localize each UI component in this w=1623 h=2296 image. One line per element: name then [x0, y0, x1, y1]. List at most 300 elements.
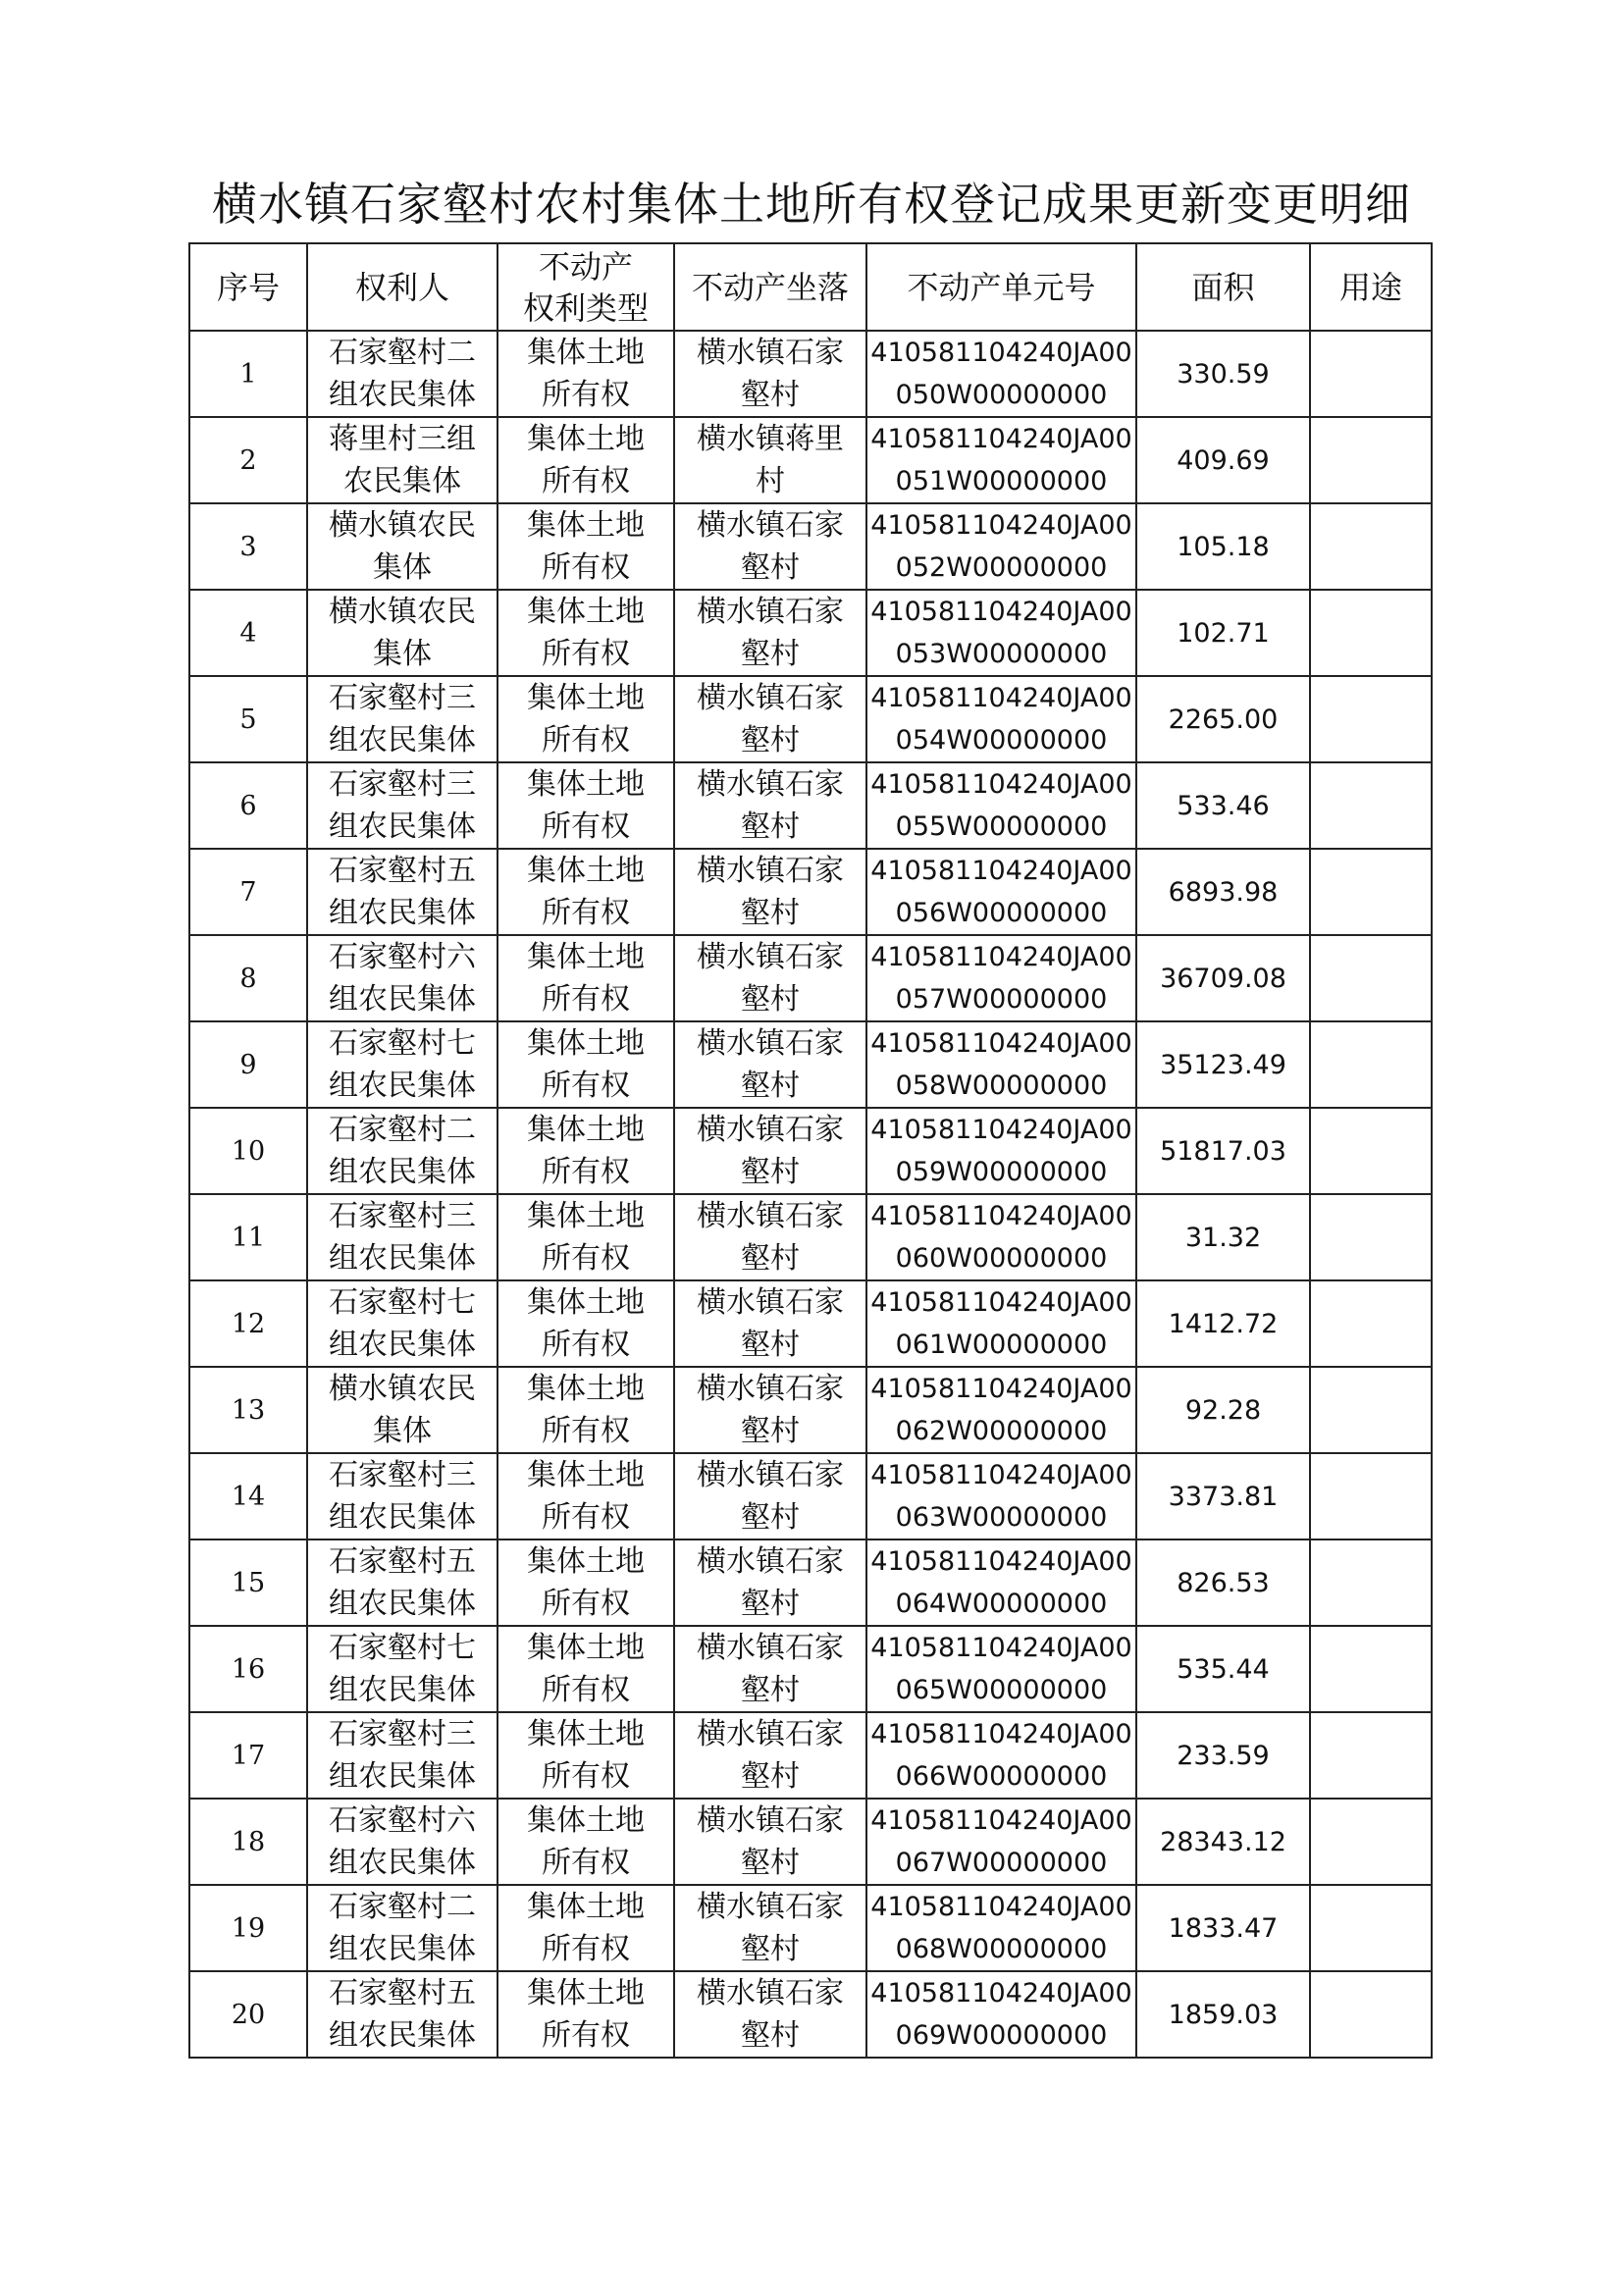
cell-unit-no — [866, 1367, 1136, 1453]
cell-right-type — [497, 1799, 674, 1885]
cell-unit-no-line1: 410581104240JA00 — [870, 1287, 1132, 1318]
cell-location-line2: 壑村 — [741, 1846, 800, 1880]
cell-unit-no-line1: 410581104240JA00 — [870, 1892, 1132, 1922]
cell-unit-no-line2: 063W00000000 — [895, 1502, 1108, 1533]
cell-unit-no-line1: 410581104240JA00 — [870, 1374, 1132, 1404]
cell-seq: 7 — [189, 849, 307, 935]
cell-area: 105.18 — [1136, 503, 1310, 590]
cell-owner-line1: 石家壑村二 — [329, 1890, 476, 1924]
cell-owner-line1: 石家壑村三 — [329, 681, 476, 715]
cell-right-type-line1: 集体土地 — [527, 1544, 645, 1579]
page-title: 横水镇石家壑村农村集体土地所有权登记成果更新变更明细 — [212, 178, 1411, 231]
cell-right-type — [497, 1712, 674, 1799]
cell-right-type-line1: 集体土地 — [527, 1372, 645, 1406]
cell-location-line2: 壑村 — [741, 1500, 800, 1535]
cell-owner — [307, 762, 497, 849]
cell-location-line2: 壑村 — [741, 1673, 800, 1707]
cell-owner-line2: 组农民集体 — [329, 1846, 476, 1880]
cell-right-type-line1: 集体土地 — [527, 1199, 645, 1233]
cell-location-line1: 横水镇石家 — [697, 595, 844, 629]
cell-unit-no — [866, 1799, 1136, 1885]
cell-right-type-line1: 集体土地 — [527, 854, 645, 888]
cell-owner — [307, 417, 497, 503]
cell-right-type-line1: 集体土地 — [527, 1976, 645, 2010]
cell-location — [674, 1626, 866, 1712]
cell-location-line2: 村 — [756, 464, 785, 498]
cell-location-line2: 壑村 — [741, 1414, 800, 1448]
cell-location-line2: 壑村 — [741, 550, 800, 585]
cell-unit-no-line2: 053W00000000 — [895, 639, 1108, 669]
cell-owner-line2: 组农民集体 — [329, 896, 476, 930]
cell-owner-line2: 组农民集体 — [329, 723, 476, 757]
cell-location-line2: 壑村 — [741, 1587, 800, 1621]
cell-unit-no-line2: 067W00000000 — [895, 1848, 1108, 1878]
cell-right-type-line1: 集体土地 — [527, 1890, 645, 1924]
cell-owner-line1: 石家壑村五 — [329, 1544, 476, 1579]
cell-location-line1: 横水镇石家 — [697, 1113, 844, 1147]
cell-seq: 16 — [189, 1626, 307, 1712]
cell-owner-line2: 组农民集体 — [329, 2018, 476, 2053]
cell-location — [674, 676, 866, 762]
cell-usage — [1310, 1539, 1432, 1626]
cell-location — [674, 1021, 866, 1108]
cell-owner — [307, 590, 497, 676]
cell-seq: 2 — [189, 417, 307, 503]
cell-area: 233.59 — [1136, 1712, 1310, 1799]
cell-location — [674, 590, 866, 676]
cell-owner — [307, 1108, 497, 1194]
cell-unit-no-line1: 410581104240JA00 — [870, 1546, 1132, 1577]
cell-usage — [1310, 1712, 1432, 1799]
cell-right-type-line2: 所有权 — [542, 896, 630, 930]
cell-usage — [1310, 1194, 1432, 1280]
cell-seq: 10 — [189, 1108, 307, 1194]
cell-unit-no-line2: 059W00000000 — [895, 1157, 1108, 1187]
cell-usage — [1310, 676, 1432, 762]
cell-owner — [307, 1021, 497, 1108]
cell-right-type-line1: 集体土地 — [527, 595, 645, 629]
cell-right-type — [497, 1453, 674, 1539]
cell-right-type-line2: 所有权 — [542, 1328, 630, 1362]
table-row — [189, 417, 1432, 503]
cell-right-type-line2: 所有权 — [542, 1587, 630, 1621]
cell-usage — [1310, 1626, 1432, 1712]
cell-owner-line2: 农民集体 — [343, 464, 461, 498]
cell-seq: 18 — [189, 1799, 307, 1885]
cell-owner-line2: 组农民集体 — [329, 1673, 476, 1707]
cell-location-line2: 壑村 — [741, 1759, 800, 1794]
cell-seq: 14 — [189, 1453, 307, 1539]
cell-usage — [1310, 1021, 1432, 1108]
cell-right-type-line2: 所有权 — [542, 1932, 630, 1966]
cell-location-line1: 横水镇石家 — [697, 1717, 844, 1751]
cell-right-type — [497, 849, 674, 935]
cell-owner-line1: 石家壑村二 — [329, 336, 476, 370]
cell-owner-line2: 集体 — [373, 637, 432, 671]
header-right-type-line2: 权利类型 — [522, 288, 649, 327]
cell-usage — [1310, 417, 1432, 503]
cell-unit-no-line2: 061W00000000 — [895, 1330, 1108, 1360]
cell-area: 31.32 — [1136, 1194, 1310, 1280]
cell-owner-line1: 横水镇农民 — [329, 1372, 476, 1406]
cell-owner — [307, 1799, 497, 1885]
cell-owner — [307, 676, 497, 762]
header-location: 不动产坐落 — [674, 243, 866, 331]
table-row — [189, 1971, 1432, 2058]
cell-seq: 19 — [189, 1885, 307, 1971]
cell-right-type — [497, 1194, 674, 1280]
cell-location-line2: 壑村 — [741, 1328, 800, 1362]
cell-location-line1: 横水镇石家 — [697, 1372, 844, 1406]
cell-location-line2: 壑村 — [741, 1155, 800, 1189]
cell-right-type-line1: 集体土地 — [527, 767, 645, 802]
cell-unit-no-line1: 410581104240JA00 — [870, 510, 1132, 541]
cell-owner-line1: 石家壑村三 — [329, 1717, 476, 1751]
cell-unit-no — [866, 1971, 1136, 2058]
cell-right-type-line1: 集体土地 — [527, 940, 645, 974]
cell-owner — [307, 1453, 497, 1539]
cell-seq: 1 — [189, 331, 307, 417]
cell-seq: 3 — [189, 503, 307, 590]
cell-location — [674, 762, 866, 849]
cell-location — [674, 417, 866, 503]
cell-unit-no — [866, 1885, 1136, 1971]
table-row — [189, 331, 1432, 417]
cell-area: 102.71 — [1136, 590, 1310, 676]
cell-unit-no-line1: 410581104240JA00 — [870, 856, 1132, 886]
cell-unit-no-line2: 058W00000000 — [895, 1070, 1108, 1101]
cell-location-line2: 壑村 — [741, 378, 800, 412]
cell-right-type-line2: 所有权 — [542, 1414, 630, 1448]
cell-unit-no-line1: 410581104240JA00 — [870, 1460, 1132, 1490]
cell-usage — [1310, 762, 1432, 849]
cell-seq: 12 — [189, 1280, 307, 1367]
cell-right-type — [497, 762, 674, 849]
cell-unit-no-line2: 060W00000000 — [895, 1243, 1108, 1274]
cell-seq: 15 — [189, 1539, 307, 1626]
cell-right-type-line2: 所有权 — [542, 550, 630, 585]
cell-location — [674, 1194, 866, 1280]
cell-usage — [1310, 331, 1432, 417]
table-row — [189, 1626, 1432, 1712]
table-row — [189, 1021, 1432, 1108]
table-row — [189, 935, 1432, 1021]
header-right-type — [497, 243, 674, 331]
cell-unit-no-line1: 410581104240JA00 — [870, 1978, 1132, 2009]
cell-unit-no-line2: 065W00000000 — [895, 1675, 1108, 1705]
cell-location — [674, 935, 866, 1021]
cell-unit-no-line1: 410581104240JA00 — [870, 1201, 1132, 1231]
cell-location-line1: 横水镇石家 — [697, 1631, 844, 1665]
cell-unit-no-line2: 056W00000000 — [895, 898, 1108, 928]
cell-unit-no-line1: 410581104240JA00 — [870, 683, 1132, 713]
cell-owner-line2: 集体 — [373, 1414, 432, 1448]
cell-unit-no — [866, 935, 1136, 1021]
cell-unit-no-line2: 055W00000000 — [895, 811, 1108, 842]
cell-right-type-line1: 集体土地 — [527, 1026, 645, 1061]
cell-location-line2: 壑村 — [741, 2018, 800, 2053]
cell-area: 409.69 — [1136, 417, 1310, 503]
cell-owner-line1: 石家壑村五 — [329, 1976, 476, 2010]
cell-owner-line1: 石家壑村七 — [329, 1285, 476, 1320]
cell-right-type-line1: 集体土地 — [527, 1803, 645, 1838]
cell-right-type — [497, 1280, 674, 1367]
cell-usage — [1310, 1108, 1432, 1194]
cell-unit-no-line2: 057W00000000 — [895, 984, 1108, 1015]
cell-location-line1: 横水镇石家 — [697, 336, 844, 370]
cell-right-type-line1: 集体土地 — [527, 1285, 645, 1320]
cell-owner-line2: 组农民集体 — [329, 809, 476, 844]
cell-location-line1: 横水镇蒋里 — [697, 422, 844, 456]
cell-location-line2: 壑村 — [741, 809, 800, 844]
cell-right-type — [497, 1626, 674, 1712]
cell-unit-no-line1: 410581104240JA00 — [870, 1028, 1132, 1059]
cell-owner-line1: 石家壑村五 — [329, 854, 476, 888]
cell-usage — [1310, 1971, 1432, 2058]
cell-location-line1: 横水镇石家 — [697, 1458, 844, 1492]
cell-area: 36709.08 — [1136, 935, 1310, 1021]
cell-owner — [307, 849, 497, 935]
cell-right-type — [497, 935, 674, 1021]
cell-owner-line2: 组农民集体 — [329, 378, 476, 412]
header-usage: 用途 — [1310, 243, 1432, 331]
cell-owner-line1: 石家壑村七 — [329, 1631, 476, 1665]
cell-location — [674, 1367, 866, 1453]
cell-location-line1: 横水镇石家 — [697, 1803, 844, 1838]
cell-area: 533.46 — [1136, 762, 1310, 849]
cell-unit-no — [866, 1539, 1136, 1626]
cell-location — [674, 1799, 866, 1885]
cell-location — [674, 1885, 866, 1971]
cell-usage — [1310, 1367, 1432, 1453]
cell-owner — [307, 935, 497, 1021]
cell-seq: 8 — [189, 935, 307, 1021]
cell-owner-line2: 集体 — [373, 550, 432, 585]
cell-owner-line2: 组农民集体 — [329, 1155, 476, 1189]
cell-location-line1: 横水镇石家 — [697, 940, 844, 974]
table-row — [189, 1712, 1432, 1799]
cell-location-line1: 横水镇石家 — [697, 681, 844, 715]
cell-unit-no — [866, 1280, 1136, 1367]
cell-unit-no — [866, 676, 1136, 762]
cell-unit-no-line2: 068W00000000 — [895, 1934, 1108, 1964]
cell-owner — [307, 1539, 497, 1626]
cell-right-type — [497, 1367, 674, 1453]
cell-location — [674, 1712, 866, 1799]
cell-right-type — [497, 1108, 674, 1194]
cell-right-type-line1: 集体土地 — [527, 422, 645, 456]
cell-unit-no — [866, 1712, 1136, 1799]
cell-owner-line2: 组农民集体 — [329, 982, 476, 1017]
cell-unit-no — [866, 331, 1136, 417]
cell-unit-no — [866, 417, 1136, 503]
cell-owner-line1: 蒋里村三组 — [329, 422, 476, 456]
cell-area: 535.44 — [1136, 1626, 1310, 1712]
cell-right-type-line1: 集体土地 — [527, 1631, 645, 1665]
cell-unit-no-line2: 052W00000000 — [895, 552, 1108, 583]
cell-right-type — [497, 1971, 674, 2058]
cell-location-line2: 壑村 — [741, 982, 800, 1017]
cell-location — [674, 331, 866, 417]
cell-unit-no-line2: 062W00000000 — [895, 1416, 1108, 1446]
cell-right-type-line2: 所有权 — [542, 1846, 630, 1880]
cell-seq: 17 — [189, 1712, 307, 1799]
cell-area: 330.59 — [1136, 331, 1310, 417]
cell-location — [674, 1539, 866, 1626]
cell-owner — [307, 1194, 497, 1280]
table-row — [189, 762, 1432, 849]
table-row — [189, 1453, 1432, 1539]
cell-unit-no — [866, 1626, 1136, 1712]
cell-unit-no-line2: 064W00000000 — [895, 1589, 1108, 1619]
cell-area: 35123.49 — [1136, 1021, 1310, 1108]
cell-right-type-line1: 集体土地 — [527, 1717, 645, 1751]
cell-location-line1: 横水镇石家 — [697, 508, 844, 543]
header-owner: 权利人 — [307, 243, 497, 331]
cell-area: 1859.03 — [1136, 1971, 1310, 2058]
cell-location-line1: 横水镇石家 — [697, 1285, 844, 1320]
table-row — [189, 1194, 1432, 1280]
cell-owner — [307, 503, 497, 590]
cell-unit-no-line1: 410581104240JA00 — [870, 942, 1132, 972]
cell-right-type-line1: 集体土地 — [527, 336, 645, 370]
cell-right-type — [497, 676, 674, 762]
cell-unit-no-line2: 069W00000000 — [895, 2020, 1108, 2051]
cell-right-type — [497, 1885, 674, 1971]
cell-location-line1: 横水镇石家 — [697, 1026, 844, 1061]
cell-owner-line1: 石家壑村三 — [329, 1458, 476, 1492]
cell-area: 92.28 — [1136, 1367, 1310, 1453]
cell-right-type — [497, 331, 674, 417]
cell-unit-no — [866, 1108, 1136, 1194]
cell-unit-no — [866, 762, 1136, 849]
cell-unit-no-line1: 410581104240JA00 — [870, 1633, 1132, 1663]
cell-owner — [307, 1626, 497, 1712]
cell-seq: 5 — [189, 676, 307, 762]
table-row — [189, 503, 1432, 590]
cell-location-line1: 横水镇石家 — [697, 767, 844, 802]
cell-right-type — [497, 1021, 674, 1108]
cell-location-line2: 壑村 — [741, 896, 800, 930]
cell-usage — [1310, 1799, 1432, 1885]
cell-area: 6893.98 — [1136, 849, 1310, 935]
cell-location-line1: 横水镇石家 — [697, 1976, 844, 2010]
registration-table — [188, 242, 1433, 2059]
cell-seq: 6 — [189, 762, 307, 849]
cell-usage — [1310, 1453, 1432, 1539]
cell-location — [674, 1280, 866, 1367]
cell-right-type-line2: 所有权 — [542, 723, 630, 757]
cell-usage — [1310, 935, 1432, 1021]
cell-location — [674, 1453, 866, 1539]
cell-location — [674, 1108, 866, 1194]
cell-location-line2: 壑村 — [741, 1241, 800, 1276]
cell-owner — [307, 331, 497, 417]
cell-location — [674, 849, 866, 935]
cell-right-type — [497, 417, 674, 503]
cell-usage — [1310, 1280, 1432, 1367]
cell-area: 1833.47 — [1136, 1885, 1310, 1971]
cell-location-line2: 壑村 — [741, 1932, 800, 1966]
cell-right-type-line2: 所有权 — [542, 1673, 630, 1707]
cell-owner-line2: 组农民集体 — [329, 1500, 476, 1535]
cell-unit-no-line1: 410581104240JA00 — [870, 424, 1132, 454]
cell-area: 3373.81 — [1136, 1453, 1310, 1539]
cell-owner-line2: 组农民集体 — [329, 1759, 476, 1794]
cell-unit-no-line1: 410581104240JA00 — [870, 1805, 1132, 1836]
cell-unit-no-line1: 410581104240JA00 — [870, 769, 1132, 800]
cell-owner-line1: 石家壑村六 — [329, 940, 476, 974]
cell-seq: 4 — [189, 590, 307, 676]
cell-right-type-line2: 所有权 — [542, 1500, 630, 1535]
cell-location-line1: 横水镇石家 — [697, 1544, 844, 1579]
cell-seq: 20 — [189, 1971, 307, 2058]
table-row — [189, 1885, 1432, 1971]
cell-seq: 13 — [189, 1367, 307, 1453]
cell-area: 1412.72 — [1136, 1280, 1310, 1367]
cell-unit-no — [866, 1194, 1136, 1280]
cell-owner-line2: 组农民集体 — [329, 1241, 476, 1276]
table-row — [189, 1367, 1432, 1453]
cell-location — [674, 1971, 866, 2058]
cell-unit-no — [866, 590, 1136, 676]
header-unit-no: 不动产单元号 — [866, 243, 1136, 331]
cell-unit-no-line1: 410581104240JA00 — [870, 1115, 1132, 1145]
cell-owner-line1: 石家壑村七 — [329, 1026, 476, 1061]
table-row — [189, 1799, 1432, 1885]
table-row — [189, 849, 1432, 935]
cell-unit-no-line2: 051W00000000 — [895, 466, 1108, 496]
cell-unit-no-line1: 410581104240JA00 — [870, 597, 1132, 627]
cell-location-line1: 横水镇石家 — [697, 1890, 844, 1924]
cell-owner-line2: 组农民集体 — [329, 1587, 476, 1621]
cell-right-type-line2: 所有权 — [542, 809, 630, 844]
header-right-type-line1: 不动产 — [538, 247, 633, 286]
cell-owner — [307, 1885, 497, 1971]
cell-unit-no — [866, 1453, 1136, 1539]
cell-right-type-line1: 集体土地 — [527, 1458, 645, 1492]
cell-right-type — [497, 1539, 674, 1626]
cell-right-type-line1: 集体土地 — [527, 508, 645, 543]
cell-right-type-line2: 所有权 — [542, 1155, 630, 1189]
cell-unit-no-line1: 410581104240JA00 — [870, 338, 1132, 368]
cell-area: 2265.00 — [1136, 676, 1310, 762]
cell-location-line1: 横水镇石家 — [697, 1199, 844, 1233]
table-row — [189, 1108, 1432, 1194]
cell-owner — [307, 1971, 497, 2058]
cell-area: 826.53 — [1136, 1539, 1310, 1626]
header-seq: 序号 — [189, 243, 307, 331]
cell-area: 51817.03 — [1136, 1108, 1310, 1194]
cell-usage — [1310, 849, 1432, 935]
table-header-row — [189, 243, 1432, 331]
cell-right-type-line2: 所有权 — [542, 464, 630, 498]
cell-right-type — [497, 503, 674, 590]
cell-owner-line2: 组农民集体 — [329, 1069, 476, 1103]
cell-location — [674, 503, 866, 590]
cell-unit-no-line2: 050W00000000 — [895, 380, 1108, 410]
cell-right-type-line2: 所有权 — [542, 1241, 630, 1276]
cell-owner-line1: 横水镇农民 — [329, 508, 476, 543]
cell-owner-line1: 石家壑村六 — [329, 1803, 476, 1838]
cell-right-type-line2: 所有权 — [542, 378, 630, 412]
cell-usage — [1310, 1885, 1432, 1971]
table-row — [189, 590, 1432, 676]
cell-unit-no-line2: 054W00000000 — [895, 725, 1108, 756]
cell-right-type-line2: 所有权 — [542, 1069, 630, 1103]
cell-owner-line1: 石家壑村二 — [329, 1113, 476, 1147]
cell-unit-no — [866, 1021, 1136, 1108]
